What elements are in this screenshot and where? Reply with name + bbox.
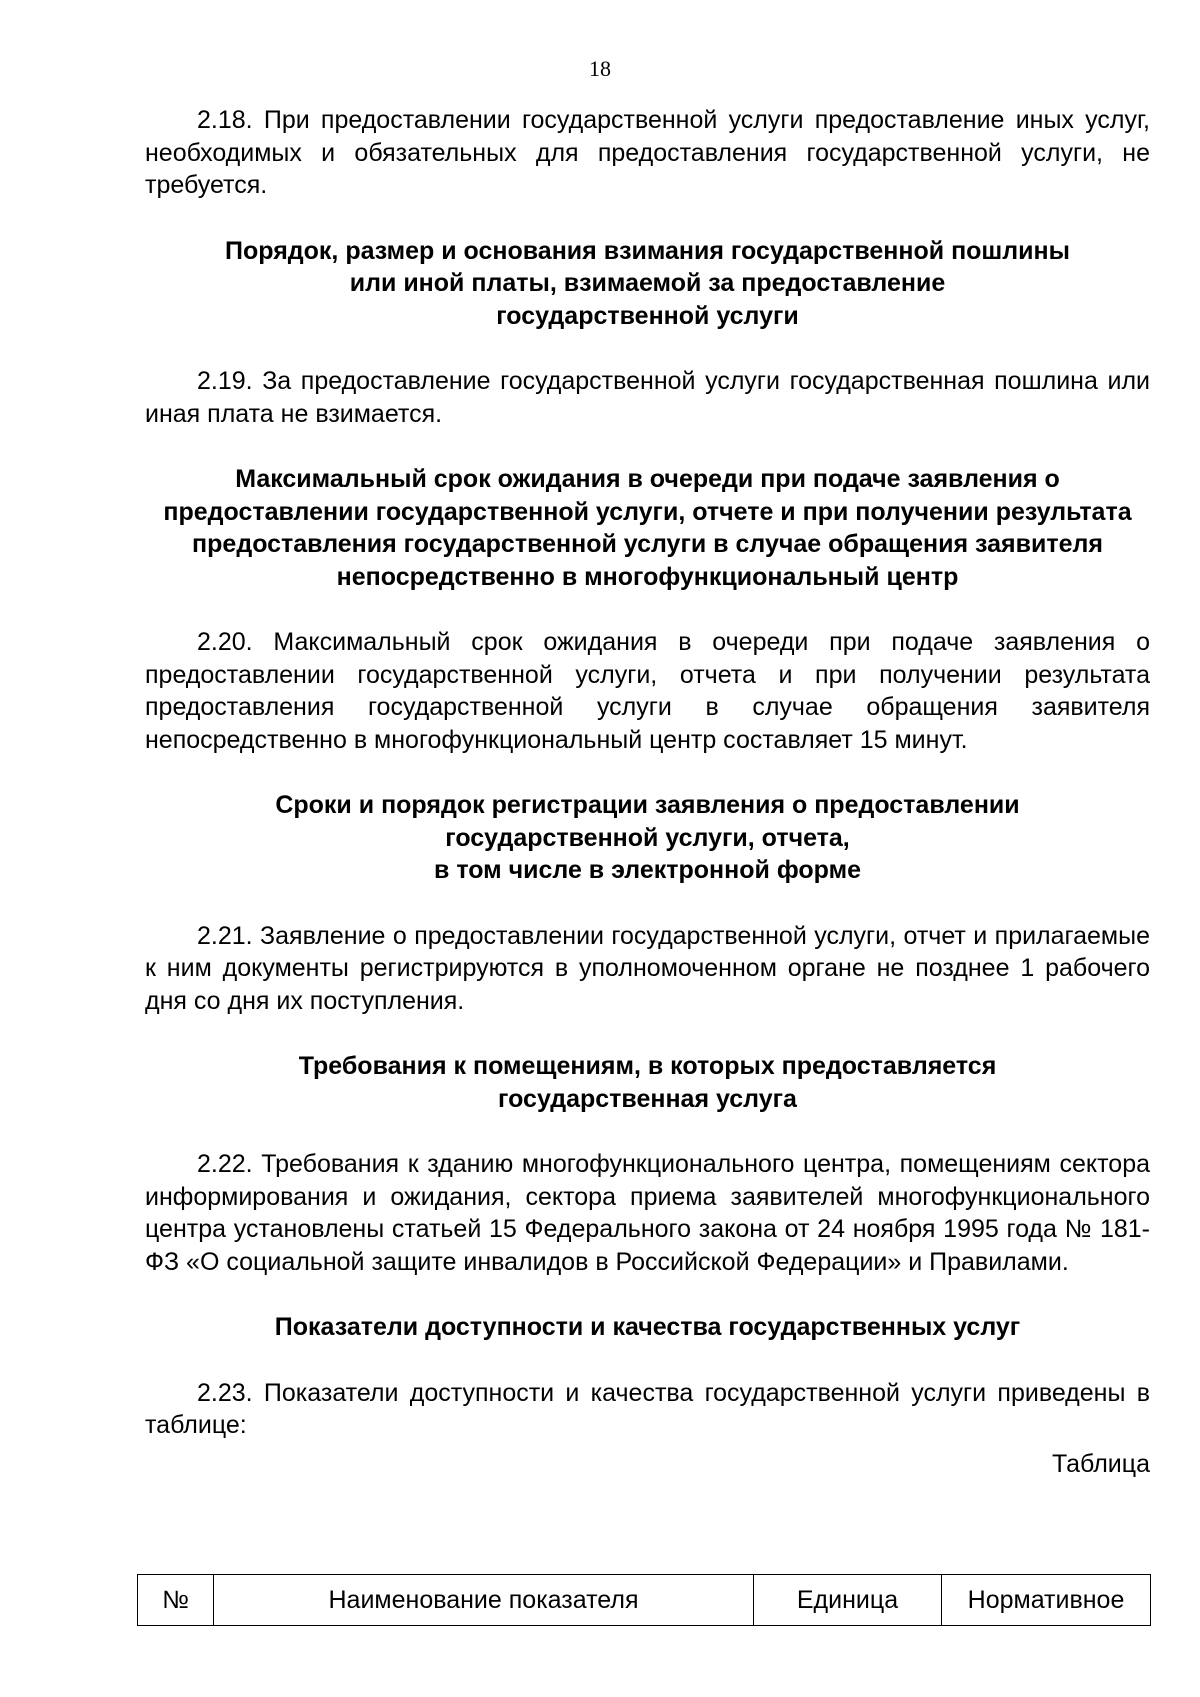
heading-line: государственной услуги [496,301,799,330]
table-caption: Таблица [1051,1449,1150,1478]
heading-line: в том числе в электронной форме [434,856,861,884]
header-cell-unit: Единица [754,1575,942,1626]
paragraph-2-21: 2.21. Заявление о предоставлении государственной услуги, отчет и прилагаемые к ним документы регистрируются в уполномоченном органе не позднее 1 рабочего дня со дня их поступления. [145,921,1150,1015]
section-heading-quality-indicators: Показатели доступности и качества государственных услуг [274,1313,1021,1341]
spacer [145,887,1150,920]
document-body [145,104,1150,1480]
indicators-table [137,1574,1151,1626]
table-header-row [138,1575,1151,1626]
paragraph-2-20: 2.20. Максимальный срок ожидания в очереди при подаче заявления о предоставлении государственной услуги, отчета и при получении результата предоставления государственной услуги в случае обращения заявителя непосредственно в многофункциональный центр составляет 15 минут. [145,628,1150,754]
section-heading-queue-time: Максимальный срок ожидания в очереди при подаче заявления о предоставлении государственной услуги, отчете и при получении результата предоставления государственной услуги в случае обращения заявителя непосредственно в многофункциональный центр [163,465,1132,591]
spacer [145,1344,1150,1377]
header-cell-number: № [138,1575,214,1626]
heading-line: Порядок, размер и основания взимания государственной пошлины [225,236,1070,265]
header-cell-indicator-name: Наименование показателя [214,1575,754,1626]
section-heading-premises [145,1050,1150,1115]
spacer [145,430,1150,463]
paragraph-2-23: 2.23. Показатели доступности и качества государственной услуги приведены в таблице: [145,1378,1150,1439]
header-cell-normative: Нормативное [942,1575,1151,1626]
paragraph-2-18: 2.18. При предоставлении государственной услуги предоставление иных услуг, необходимых и обязательных для предоставления государственной услуги, не требуется. [145,106,1150,199]
section-heading-registration [145,789,1150,887]
heading-line: государственная услуга [498,1084,797,1113]
page-number: 18 [589,56,611,81]
spacer [145,593,1150,626]
spacer [145,1017,1150,1050]
heading-line: или иной платы, взимаемой за предоставление [349,269,946,297]
paragraph-2-22: 2.22. Требования к зданию многофункционального центра, помещениям сектора информирования и ожидания, сектора приема заявителей многофункционального центра установлены статьей 15 Федерального закона от 24 ноября 1995 года № 181-ФЗ «О социальной защите инвалидов в Российской Федерации» и Правилами. [145,1150,1150,1276]
spacer [145,1115,1150,1148]
spacer [145,202,1150,235]
section-heading-fees [145,235,1150,333]
spacer [145,332,1150,365]
spacer [145,1278,1150,1311]
heading-line: Требования к помещениям, в которых предоставляется [298,1052,997,1080]
spacer [145,756,1150,789]
paragraph-2-19: 2.19. За предоставление государственной услуги государственная пошлина или иная плата не взимается. [145,367,1150,428]
heading-line: государственной услуги, отчета, [445,823,850,852]
heading-line: Сроки и порядок регистрации заявления о предоставлении [275,791,1020,819]
